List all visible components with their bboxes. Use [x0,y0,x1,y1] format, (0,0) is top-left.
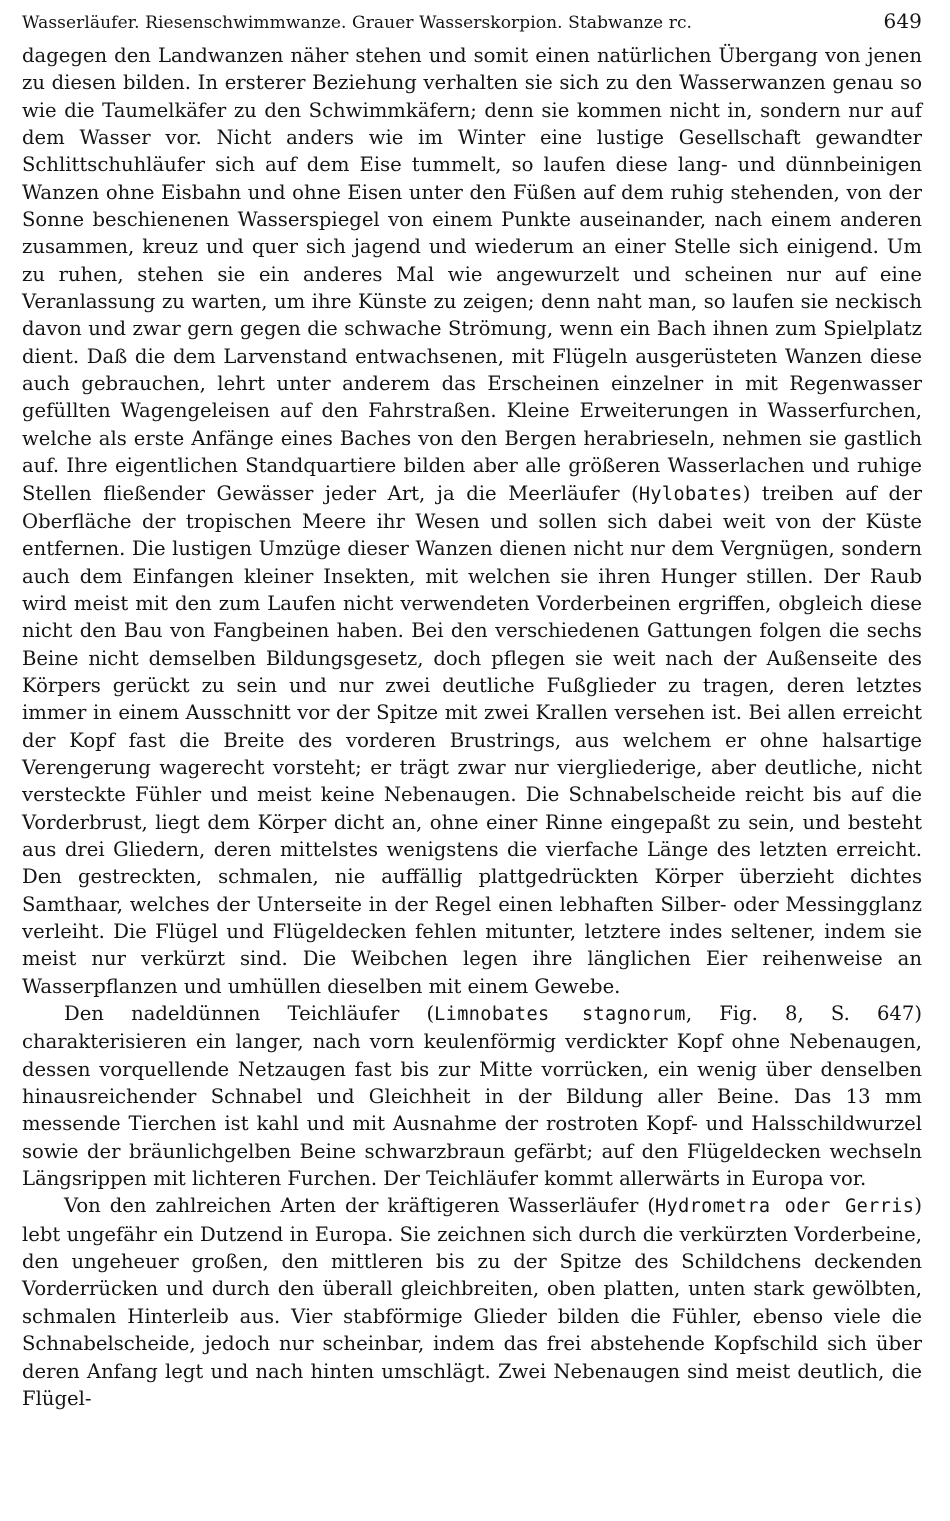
text-run: dagegen den Landwanzen näher stehen und somit einen natürlichen Übergang von jenen zu diesen bilden. In ersterer Beziehung verhalten sie sich zu den Wasserwanzen genau so wie die Taumelkäfer zu den Schwimmkäfern; denn sie kommen nicht in, sondern nur auf dem Wasser vor. Nicht anders wie im Winter eine lustige Gesellschaft gewandter Schlittschuhläufer sich auf dem Eise tummelt, so laufen diese lang- und dünnbeinigen Wanzen ohne Eisbahn und ohne Eisen unter den Füßen auf dem ruhig stehenden, von der Sonne beschienenen Wasserspiegel von einem Punkte auseinander, nach einem anderen zusammen, kreuz und quer sich jagend und wiederum an einer Stelle sich einigend. Um zu ruhen, stehen sie ein anderes Mal wie angewurzelt und scheinen nur auf eine Veranlassung zu warten, um ihre Künste zu zeigen; denn naht man, so laufen sie neckisch davon und zwar gern gegen die schwache Strömung, wenn ein Bach ihnen zum Spielplatz dient. Daß die dem Larvenstand entwachsenen, mit Flügeln ausgerüsteten Wanzen diese auch gebrauchen, lehrt unter anderem das Erscheinen einzelner in mit Regenwasser gefüllten Wagengeleisen auf den Fahrstraßen. Kleine Erweiterungen in Wasserfurchen, welche als erste Anfänge eines Baches von den Bergen herabrieseln, nehmen sie gastlich auf. Ihre eigentlichen Standquartiere bilden aber alle größeren Wasserlachen und ruhige Stellen fließender Gewässer jeder Art, ja die Meerläufer ( [22,44,922,505]
latin-name: Hylobates [638,483,743,505]
running-head [22,8,922,38]
paragraph-1 [22,42,922,1000]
text-run: ) treiben auf der Oberfläche der tropischen Meere ihr Wesen und sollen sich dabei weit von der Küste entfernen. Die lustigen Umzüge dieser Wanzen dienen nicht nur dem Vergnügen, sondern auch dem Einfangen kleiner Insekten, mit welchen sie ihren Hunger stillen. Der Raub wird meist mit den zum Laufen nicht verwendeten Vorderbeinen ergriffen, obgleich diese nicht den Bau von Fangbeinen haben. Bei den verschiedenen Gattungen folgen die sechs Beine nicht demselben Bildungsgesetz, doch pflegen sie weit nach der Außenseite des Körpers gerückt zu sein und nur zwei deutliche Fußglieder zu tragen, deren letztes immer in einem Ausschnitt vor der Spitze mit zwei Krallen versehen ist. Bei allen erreicht der Kopf fast die Breite des vorderen Brustrings, aus welchem er ohne halsartige Verengerung wagerecht vorsteht; er trägt zwar nur viergliederige, aber deutliche, nicht versteckte Fühler und meist keine Nebenaugen. Die Schnabelscheide reicht bis auf die Vorderbrust, liegt dem Körper dicht an, ohne einer Rinne eingepaßt zu sein, und besteht aus drei Gliedern, deren mittelstes wenigstens die vierfache Länge des letzten erreicht. Den gestreckten, schmalen, nie auffällig plattgedrückten Körper überzieht dichtes Samthaar, welches der Unterseite in der Regel einen lebhaften Silber- oder Messingglanz verleiht. Die Flügel und Flügeldecken fehlen mitunter, letztere indes seltener, indem sie meist nur verkürzt sind. Die Weibchen legen ihre länglichen Eier reihenweise an Wasserpflanzen und umhüllen dieselben mit einem Gewebe. [22,481,923,998]
book-page [22,8,922,1412]
body-text [22,42,922,1412]
text-run: Von den zahlreichen Arten der kräftigeren Wasserläufer ( [64,1194,656,1218]
text-run: ) lebt ungefähr ein Dutzend in Europa. Sie zeichnen sich durch die verkürzten Vorderbeine, den ungeheuer großen, den mittleren bis zu der Spitze des Schildchens deckenden Vorderrücken und durch den überall gleichbreiten, oben platten, unten stark gewölbten, schmalen Hinterleib aus. Vier stabförmige Glieder bilden die Fühler, ebenso viele die Schnabelscheide, jedoch nur scheinbar, indem das frei abstehende Kopfschild sich über deren Anfang legt und nach hinten umschlägt. Zwei Nebenaugen sind meist deutlich, die Flügel- [22,1194,922,1410]
text-run: Den nadeldünnen Teichläufer ( [64,1002,435,1026]
page-number: 649 [883,9,922,33]
running-head-title: Wasserläufer. Riesenschwimmwanze. Grauer Wasserskorpion. Stabwanze rc. [22,13,693,33]
text-run: , Fig. 8, S. 647) charakterisieren ein langer, nach vorn keulenförmig verdickter Kopf ohne Nebenaugen, dessen vorquellende Netzaugen fast bis zur Mitte vorrücken, ein wenig über denselben hinausreichender Schnabel und Gleichheit in der Bildung aller Beine. Das 13 mm messende Tierchen ist kahl und mit Ausnahme der rostroten Kopf- und Halsschildwurzel sowie der bräunlichgelben Beine schwarzbraun gefärbt; auf den Flügeldecken wechseln Längsrippen mit lichteren Furchen. Der Teichläufer kommt allerwärts in Europa vor. [22,1002,922,1191]
paragraph-3 [22,1192,922,1412]
paragraph-2 [22,1000,922,1192]
latin-name: Hydrometra oder Gerris [655,1196,915,1218]
latin-name: Limnobates stagnorum [434,1004,686,1026]
